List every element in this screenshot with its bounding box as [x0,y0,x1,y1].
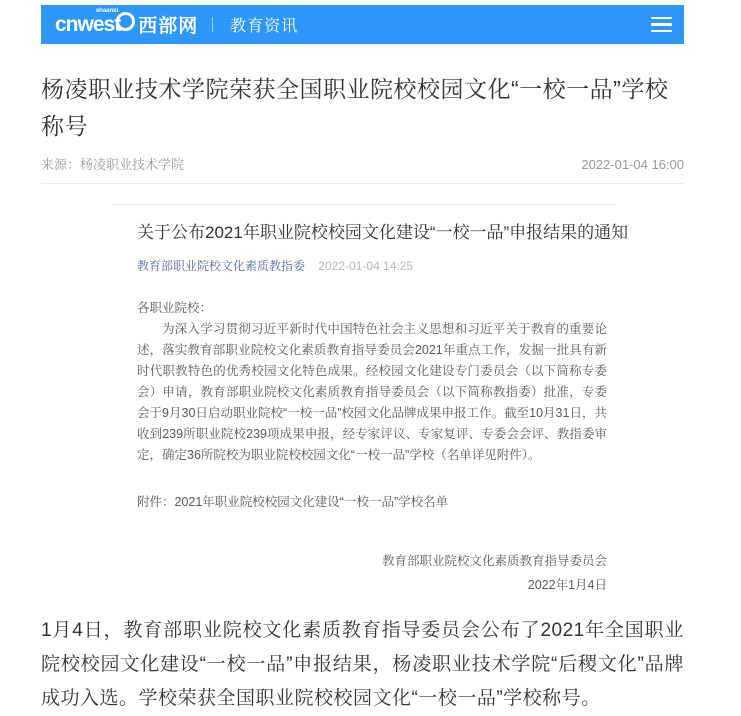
channel-link[interactable]: 教育资讯 [230,18,299,35]
meta-separator [41,183,684,184]
article-publish-time: 2022-01-04 16:00 [581,157,684,172]
site-header [41,5,684,44]
article-summary: 1月4日，教育部职业院校文化素质教育指导委员会公布了2021年全国职业院校校园文化建设“一校一品”申报结果，杨凌职业技术学院“后稷文化”品牌成功入选。学校荣获全国职业院校校园文化“一校一品”学校称号。 [41,620,684,709]
notice-attachment: 附件：2021年职业院校校园文化建设“一校一品”学校名单 [137,495,449,509]
logo-wordmark [55,8,132,36]
hamburger-menu-icon[interactable] [651,17,672,33]
logo-ring-icon [116,12,135,31]
logo-cnwest-label: cnwest [55,13,121,36]
header-divider [212,17,213,32]
notice-body: 为深入学习贯彻习近平新时代中国特色社会主义思想和习近平关于教育的重要论述，落实教育部职业院校文化素质教育指导委员会2021年重点工作，发掘一批具有新时代职教特色的优秀校园文化特色成果。经校园文化建设专门委员会（以下简称专委会）申请，教育部职业院校文化素质教育指导委员会（以下简称教指委）批准，专委会于9月30日启动职业院校“一校一品”校园文化品牌成果申报工作。截至10月31日，共收到239所职业院校239项成果申报，经专家评议、专家复评、专委会会评、教指委审定，确定36所院校为职业院校校园文化“一校一品”学校（名单详见附件）。 [137,322,607,462]
embedded-notice [112,204,629,597]
notice-title: 关于公布2021年职业院校校园文化建设“一校一品”申报结果的通知 [137,223,629,242]
page [41,0,684,716]
article-source: 来源：杨凌职业技术学院 [41,157,185,172]
article-title: 杨凌职业技术学院荣获全国职业院校校园文化“一校一品”学校称号 [41,76,669,139]
notice-byline [137,257,607,274]
notice-signature-date: 2022年1月4日 [527,578,607,592]
site-logo[interactable] [55,8,199,38]
notice-signature-org: 教育部职业院校文化素质教育指导委员会 [381,554,607,568]
logo-shaanxi-label: shaanxi [95,8,119,14]
article-meta [41,154,684,173]
site-name: 西部网 [138,16,199,37]
notice-time: 2022-01-04 14:25 [318,259,414,273]
notice-author: 教育部职业院校文化素质教指委 [137,259,306,273]
notice-salutation: 各职业院校： [137,301,213,315]
notice-signature [137,549,607,597]
